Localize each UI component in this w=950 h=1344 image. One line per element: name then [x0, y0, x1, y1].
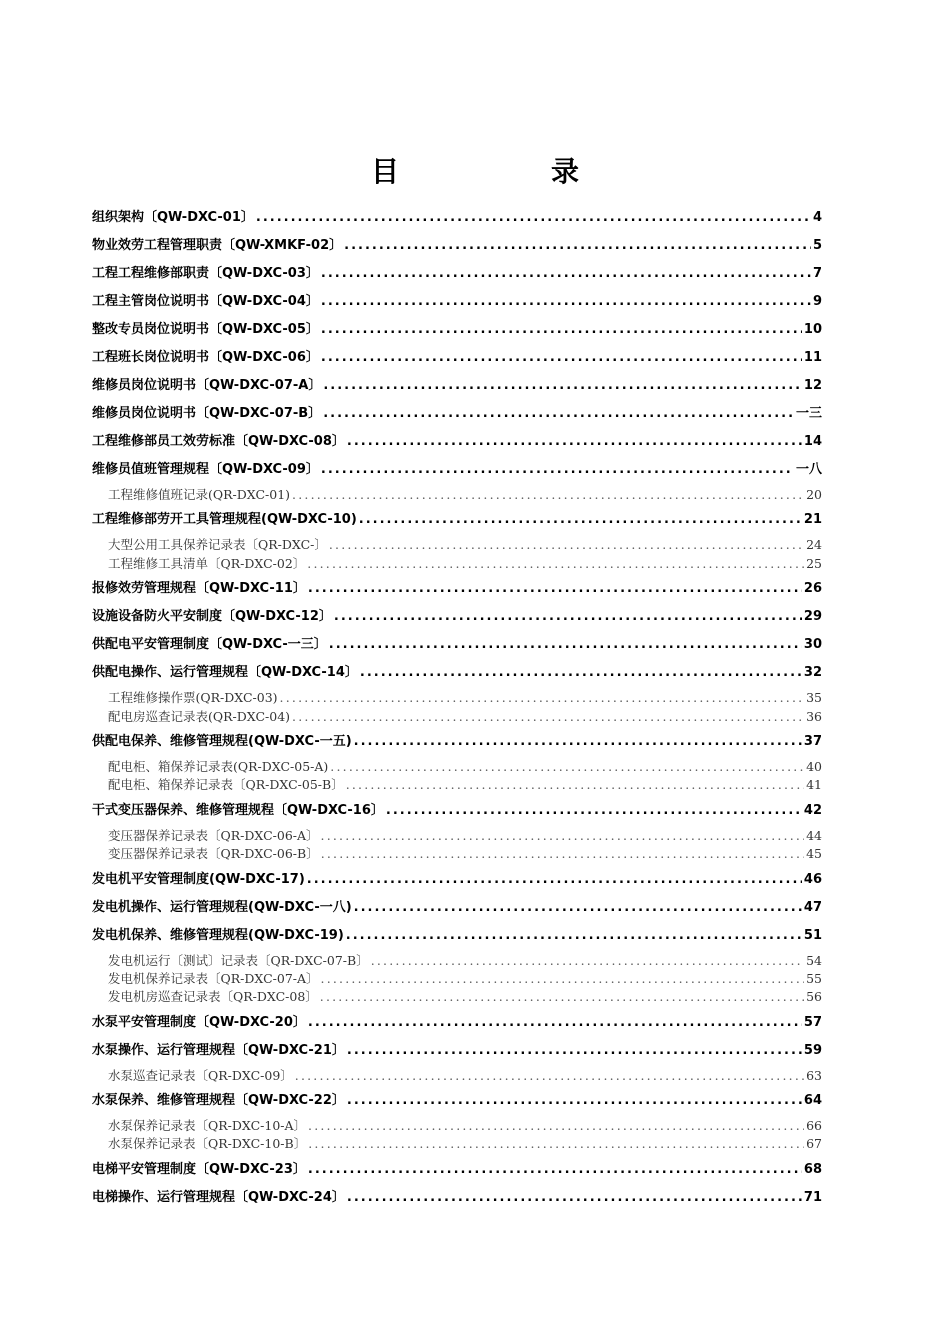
toc-page-number: 36 — [806, 708, 822, 724]
dot-leader — [329, 631, 802, 659]
toc-entry-title: 配电房巡查记录表(QR-DXC-04) — [108, 708, 291, 724]
dot-leader — [308, 1117, 804, 1135]
toc-page-number: 57 — [803, 1014, 822, 1030]
toc-subentry[interactable] — [92, 988, 822, 1006]
toc-subentry[interactable] — [92, 1067, 822, 1085]
toc-entry-title: 物业效劳工程管理职责〔QW-XMKF-02〕 — [92, 238, 343, 253]
toc-entry[interactable] — [92, 204, 822, 232]
dot-leader — [386, 797, 802, 825]
toc-page-number: 41 — [806, 777, 822, 793]
toc-page-number: 14 — [803, 434, 822, 449]
dot-leader — [295, 1067, 804, 1085]
toc-entry-title: 工程主管岗位说明书〔QW-DXC-04〕 — [92, 294, 319, 309]
dot-leader — [256, 204, 811, 232]
toc-page-number: 71 — [803, 1189, 822, 1205]
toc-entry-title: 工程维修工具清单〔QR-DXC-02〕 — [108, 555, 306, 571]
dot-leader — [307, 555, 804, 573]
toc-page-number: 35 — [806, 690, 822, 706]
toc-entry-title: 大型公用工具保养记录表〔QR-DXC-〕 — [108, 537, 327, 553]
toc-subentry[interactable] — [92, 845, 822, 863]
toc-entry-title: 干式变压器保养、维修管理规程〔QW-DXC-16〕 — [92, 802, 384, 818]
toc-page-number: 44 — [806, 827, 822, 843]
toc-entry[interactable] — [92, 456, 822, 484]
dot-leader — [354, 728, 802, 756]
dot-leader — [323, 372, 802, 400]
toc-entry-title: 维修员值班管理规程〔QW-DXC-09〕 — [92, 462, 319, 477]
toc-page-number: 20 — [806, 487, 822, 502]
toc-subentry[interactable] — [92, 827, 822, 845]
dot-leader — [360, 659, 802, 687]
toc-entry-title: 水泵保养、维修管理规程〔QW-DXC-22〕 — [92, 1093, 345, 1109]
toc-entry[interactable] — [92, 316, 822, 344]
toc-entry-title: 电梯操作、运行管理规程〔QW-DXC-24〕 — [92, 1189, 345, 1205]
toc-page-number: 64 — [803, 1093, 822, 1109]
toc-subentry[interactable] — [92, 708, 822, 726]
toc-entry-title: 发电机保养记录表〔QR-DXC-07-A〕 — [108, 970, 319, 986]
toc-entry[interactable] — [92, 428, 822, 456]
toc-page-number: 56 — [806, 989, 822, 1005]
toc-page-number: 45 — [806, 846, 822, 862]
toc-page-number: 67 — [806, 1136, 822, 1152]
dot-leader — [347, 1087, 802, 1115]
toc-entry-title: 发电机保养、维修管理规程(QW-DXC-19) — [92, 927, 344, 943]
toc-entry-title: 供配电保养、维修管理规程(QW-DXC-一五) — [92, 733, 352, 749]
toc-page-number: 7 — [812, 266, 822, 281]
toc-entry[interactable] — [92, 866, 822, 894]
toc-subentry[interactable] — [92, 555, 822, 573]
toc-page-number: 63 — [806, 1067, 822, 1083]
toc-entry-title: 变压器保养记录表〔QR-DXC-06-B〕 — [108, 846, 319, 862]
toc-subentry[interactable] — [92, 1117, 822, 1135]
dot-leader — [292, 708, 804, 726]
toc-entry-title: 变压器保养记录表〔QR-DXC-06-A〕 — [108, 827, 319, 843]
toc-page-number: 10 — [803, 322, 822, 337]
dot-leader — [329, 536, 804, 554]
toc-entry[interactable] — [92, 575, 822, 603]
toc-entry-title: 设施设备防火平安制度〔QW-DXC-12〕 — [92, 609, 332, 625]
dot-leader — [308, 1009, 802, 1037]
toc-entry[interactable] — [92, 1184, 822, 1212]
dot-leader — [308, 1135, 804, 1153]
toc-entry[interactable] — [92, 372, 822, 400]
toc-page-number: 59 — [803, 1042, 822, 1058]
toc-page-number: 47 — [803, 899, 822, 915]
dot-leader — [323, 400, 794, 428]
toc-entry-title: 工程班长岗位说明书〔QW-DXC-06〕 — [92, 350, 319, 365]
dot-leader — [292, 486, 804, 504]
toc-entry-title: 组织架构〔QW-DXC-01〕 — [92, 210, 254, 225]
dot-leader — [280, 689, 805, 707]
toc-entry-title: 发电机操作、运行管理规程(QW-DXC-一八) — [92, 899, 352, 915]
dot-leader — [346, 776, 804, 794]
dot-leader — [359, 506, 802, 534]
toc-entry-title: 供配电平安管理制度〔QW-DXC-一三〕 — [92, 637, 327, 653]
dot-leader — [347, 1184, 802, 1212]
toc-entry-title: 水泵保养记录表〔QR-DXC-10-B〕 — [108, 1136, 307, 1152]
toc-entry[interactable] — [92, 728, 822, 756]
dot-leader — [321, 316, 802, 344]
dot-leader — [347, 428, 802, 456]
toc-entry-title: 电梯平安管理制度〔QW-DXC-23〕 — [92, 1161, 306, 1177]
toc-subentry[interactable] — [92, 486, 822, 504]
toc-page-number: 一八 — [795, 462, 822, 477]
dot-leader — [321, 260, 811, 288]
dot-leader — [346, 922, 802, 950]
toc-page-number: 9 — [812, 294, 822, 309]
dot-leader — [321, 970, 805, 988]
toc-entry-title: 工程维修值班记录(QR-DXC-01) — [108, 487, 291, 502]
dot-leader — [354, 894, 802, 922]
dot-leader — [321, 827, 805, 845]
dot-leader — [320, 988, 804, 1006]
toc-entry-title: 整改专员岗位说明书〔QW-DXC-05〕 — [92, 322, 319, 337]
toc-entry[interactable] — [92, 400, 822, 428]
toc-subentry[interactable] — [92, 758, 822, 776]
toc-entry[interactable] — [92, 1156, 822, 1184]
toc-page-number: 54 — [806, 952, 822, 968]
toc-page-number: 一三 — [795, 406, 822, 421]
toc-entry-title: 发电机平安管理制度(QW-DXC-17) — [92, 871, 305, 887]
toc-page-number: 68 — [803, 1161, 822, 1177]
dot-leader — [330, 758, 804, 776]
toc-entry-title: 水泵保养记录表〔QR-DXC-10-A〕 — [108, 1118, 307, 1134]
dot-leader — [321, 456, 794, 484]
dot-leader — [308, 575, 802, 603]
dot-leader — [308, 1156, 802, 1184]
toc-page-number: 29 — [803, 609, 822, 625]
toc-page-number: 4 — [812, 210, 822, 225]
toc-subentry[interactable] — [92, 536, 822, 554]
toc-page-number: 25 — [806, 555, 822, 571]
toc-page-number: 37 — [803, 733, 822, 749]
toc-subentry[interactable] — [92, 970, 822, 988]
toc-entry[interactable] — [92, 1037, 822, 1065]
toc-entry-title: 报修效劳管理规程〔QW-DXC-11〕 — [92, 581, 306, 597]
toc-entry-title: 工程维修部劳开工具管理规程(QW-DXC-10) — [92, 512, 357, 528]
toc-subentry[interactable] — [92, 1135, 822, 1153]
toc-entry-title: 工程工程维修部职责〔QW-DXC-03〕 — [92, 266, 319, 281]
dot-leader — [321, 845, 804, 863]
toc-page-number: 21 — [803, 512, 822, 528]
toc-page-number: 12 — [803, 378, 822, 393]
dot-leader — [371, 952, 804, 970]
toc-entry-title: 配电柜、箱保养记录表〔QR-DXC-05-B〕 — [108, 777, 344, 793]
toc-entry[interactable] — [92, 260, 822, 288]
toc-entry[interactable] — [92, 631, 822, 659]
toc-page-number: 46 — [803, 871, 822, 887]
toc-entry[interactable] — [92, 506, 822, 534]
dot-leader — [321, 344, 802, 372]
toc-entry-title: 水泵平安管理制度〔QW-DXC-20〕 — [92, 1014, 306, 1030]
toc-entry-title: 维修员岗位说明书〔QW-DXC-07-B〕 — [92, 406, 322, 421]
page-title: 目 录 — [370, 155, 641, 188]
toc-page-number: 5 — [812, 238, 822, 253]
toc-page-number: 40 — [806, 758, 822, 774]
toc-entry-title: 工程维修部员工效劳标准〔QW-DXC-08〕 — [92, 434, 345, 449]
toc-entry-title: 水泵操作、运行管理规程〔QW-DXC-21〕 — [92, 1042, 345, 1058]
table-of-contents — [92, 204, 822, 1212]
toc-page-number: 42 — [803, 802, 822, 818]
dot-leader — [321, 288, 811, 316]
toc-page-number: 11 — [803, 350, 822, 365]
toc-page-number: 66 — [806, 1118, 822, 1134]
toc-page-number: 51 — [803, 927, 822, 943]
toc-entry[interactable] — [92, 288, 822, 316]
toc-entry[interactable] — [92, 1009, 822, 1037]
toc-entry[interactable] — [92, 603, 822, 631]
dot-leader — [344, 232, 811, 260]
toc-entry[interactable] — [92, 894, 822, 922]
toc-page-number: 26 — [803, 581, 822, 597]
toc-page-number: 30 — [803, 637, 822, 653]
toc-page-number: 32 — [803, 665, 822, 681]
toc-page-number: 55 — [806, 970, 822, 986]
dot-leader — [307, 866, 802, 894]
toc-entry-title: 水泵巡查记录表〔QR-DXC-09〕 — [108, 1067, 293, 1083]
toc-entry[interactable] — [92, 344, 822, 372]
toc-entry-title: 维修员岗位说明书〔QW-DXC-07-A〕 — [92, 378, 322, 393]
toc-entry[interactable] — [92, 922, 822, 950]
toc-subentry[interactable] — [92, 776, 822, 794]
dot-leader — [347, 1037, 802, 1065]
toc-entry[interactable] — [92, 659, 822, 687]
toc-page-number: 24 — [806, 537, 822, 553]
toc-entry-title: 发电机房巡查记录表〔QR-DXC-08〕 — [108, 989, 318, 1005]
toc-entry-title: 供配电操作、运行管理规程〔QW-DXC-14〕 — [92, 665, 358, 681]
toc-entry[interactable] — [92, 1087, 822, 1115]
toc-entry[interactable] — [92, 232, 822, 260]
toc-subentry[interactable] — [92, 952, 822, 970]
toc-entry-title: 发电机运行〔测试〕记录表〔QR-DXC-07-B〕 — [108, 952, 369, 968]
toc-entry-title: 配电柜、箱保养记录表(QR-DXC-05-A) — [108, 758, 329, 774]
toc-entry-title: 工程维修操作票(QR-DXC-03) — [108, 690, 278, 706]
toc-entry[interactable] — [92, 797, 822, 825]
toc-subentry[interactable] — [92, 689, 822, 707]
dot-leader — [334, 603, 802, 631]
